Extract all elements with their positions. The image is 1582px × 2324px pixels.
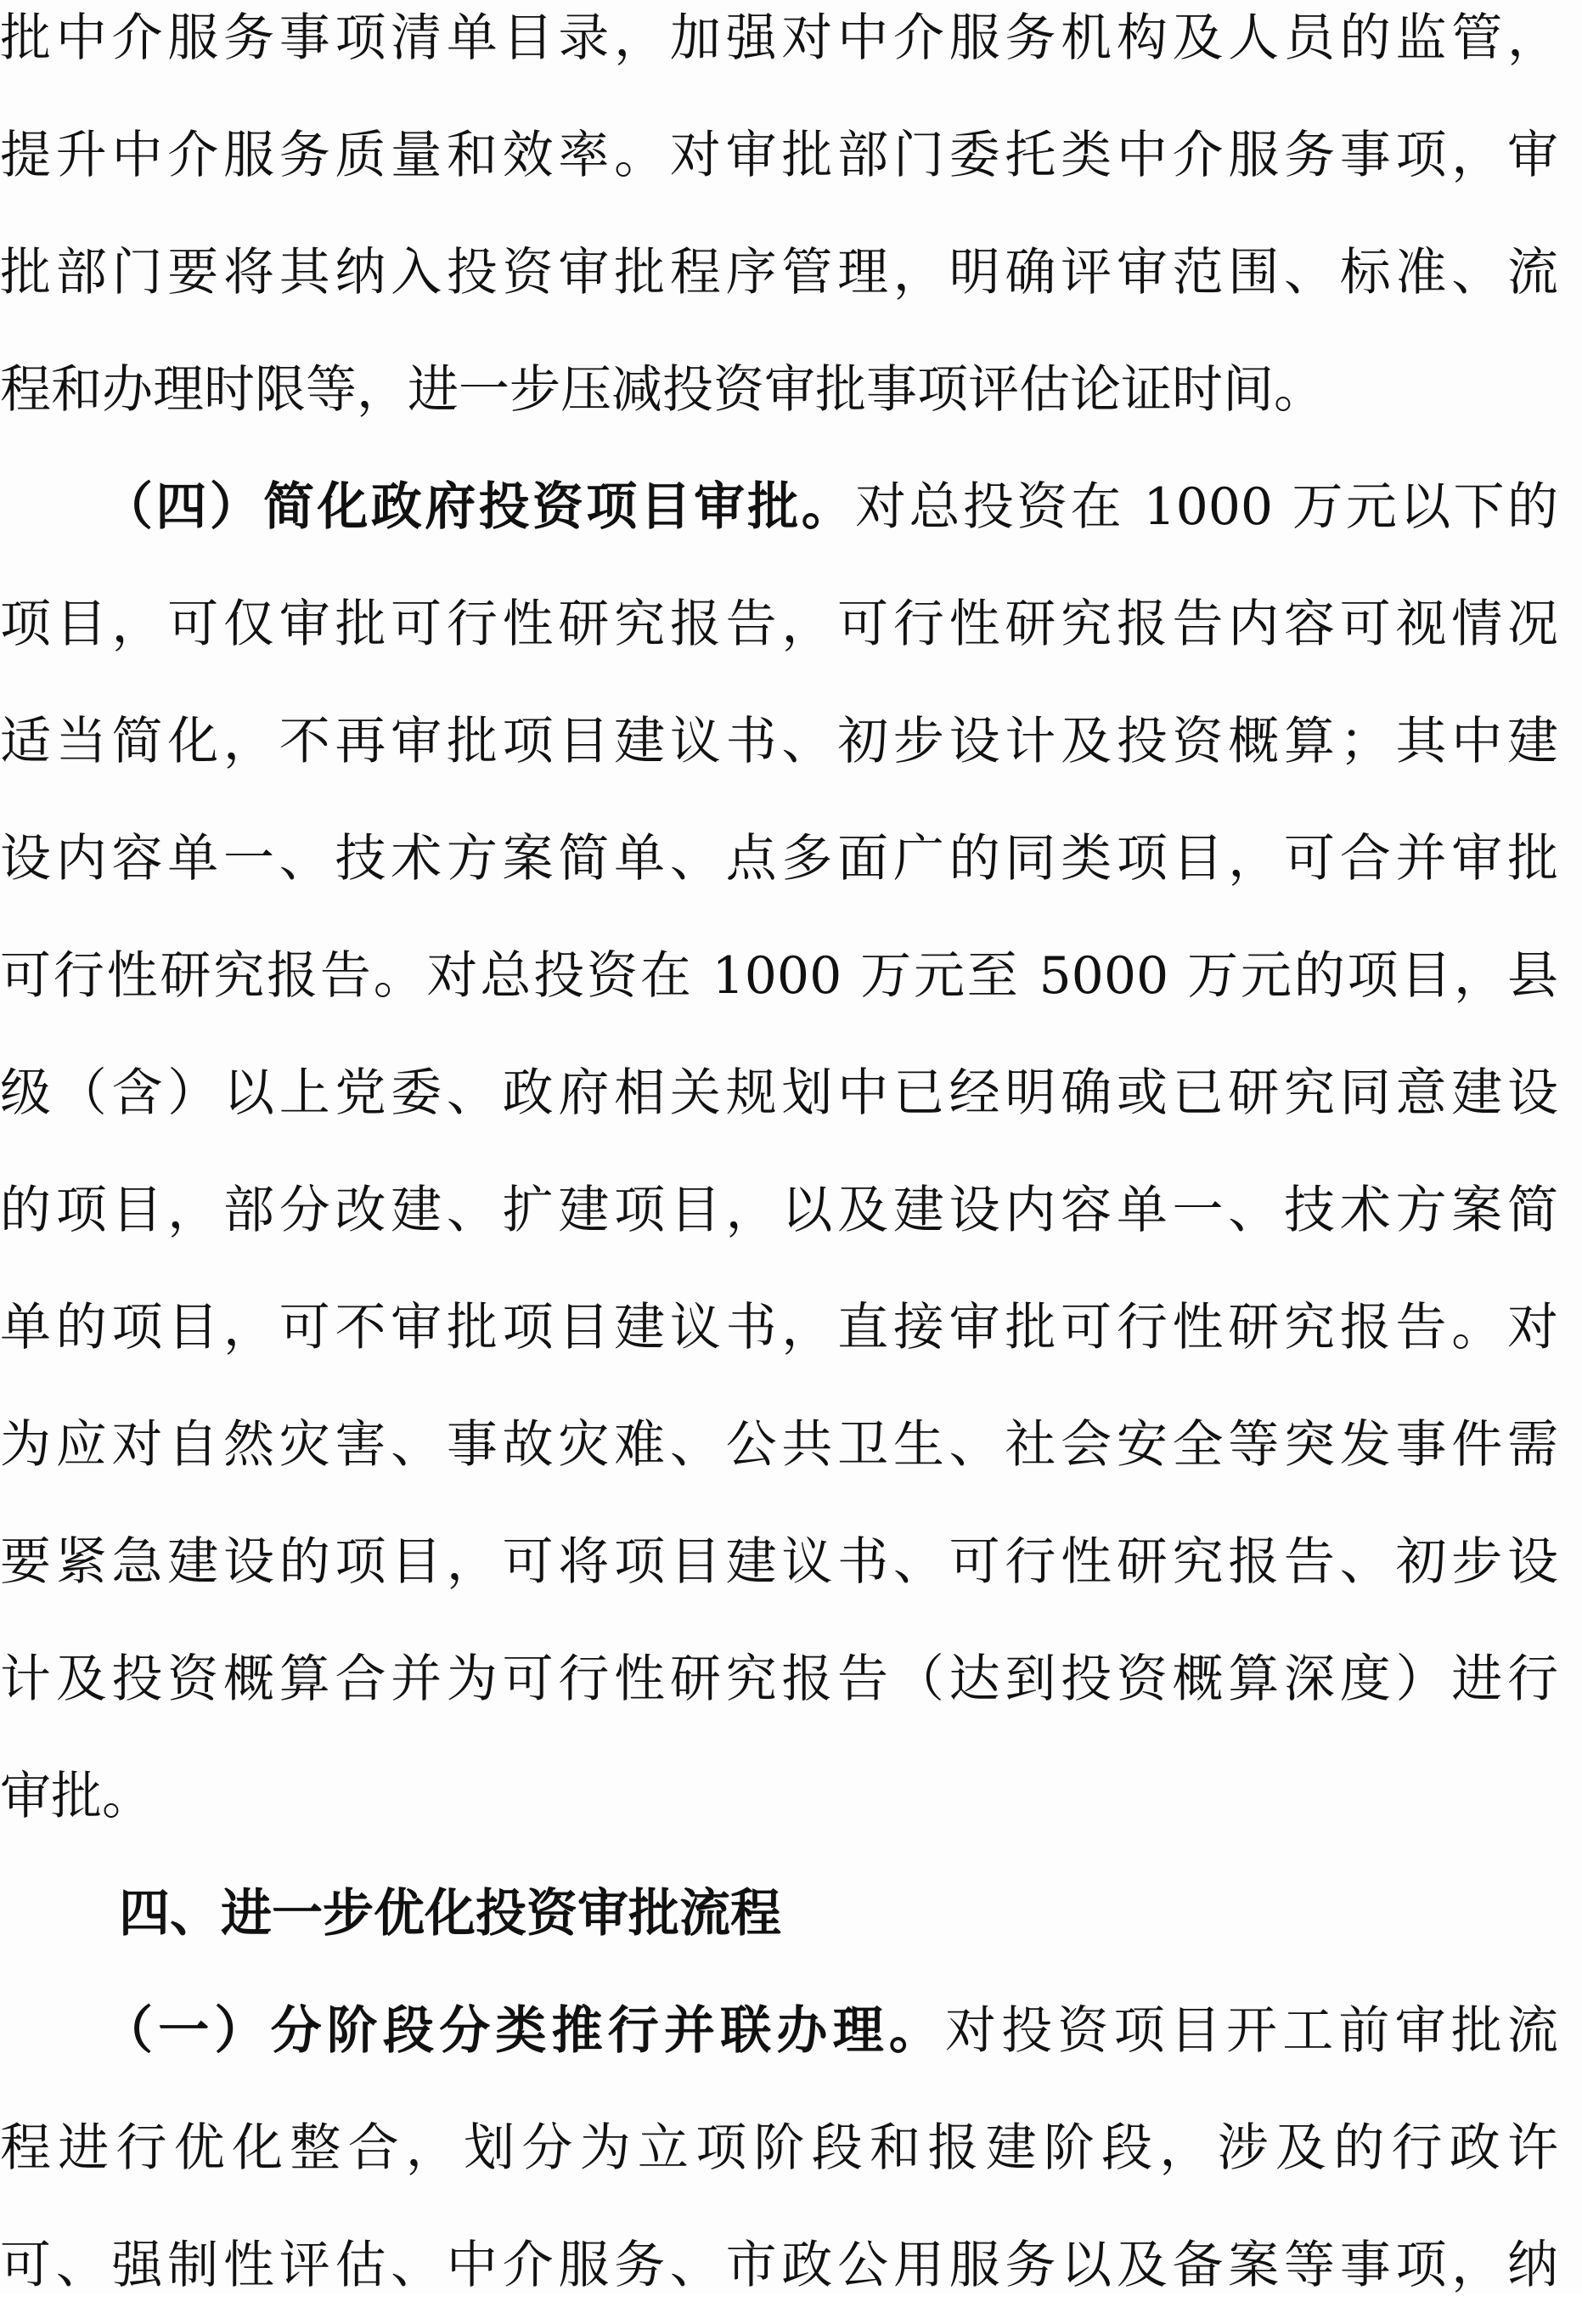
text-line: 单的项目，可不审批项目建议书，直接审批可行性研究报告。对 <box>0 1298 1558 1357</box>
text-line: 适当简化，不再审批项目建议书、初步设计及投资概算；其中建 <box>0 712 1558 771</box>
text-line: 为应对自然灾害、事故灾难、公共卫生、社会安全等突发事件需 <box>0 1415 1558 1475</box>
text-line: 批部门要将其纳入投资审批程序管理，明确评审范围、标准、流 <box>0 243 1558 302</box>
paragraph-first-line <box>102 1972 1558 2090</box>
text-line: 要紧急建设的项目，可将项目建议书、可行性研究报告、初步设 <box>0 1532 1558 1592</box>
text-line: 的项目，部分改建、扩建项目，以及建设内容单一、技术方案简 <box>0 1181 1558 1240</box>
section-subheading: （四）简化政府投资项目审批。 <box>102 477 856 537</box>
text-fragment: 对总投资在 1000 万元以下的 <box>855 477 1559 537</box>
text-line: 可行性研究报告。对总投资在 1000 万元至 5000 万元的项目，县 <box>0 946 1558 1006</box>
section-heading: 四、进一步优化投资审批流程 <box>119 1884 781 1943</box>
text-line: 项目，可仅审批可行性研究报告，可行性研究报告内容可视情况 <box>0 595 1558 654</box>
text-line: 批中介服务事项清单目录，加强对中介服务机构及人员的监管， <box>0 8 1558 68</box>
text-line: 审批。 <box>0 1767 153 1826</box>
text-line: 可、强制性评估、中介服务、市政公用服务以及备案等事项，纳 <box>0 2236 1558 2295</box>
paragraph-first-line <box>102 448 1558 566</box>
text-fragment: 对投资项目开工前审批流 <box>945 2001 1558 2061</box>
text-line: 程进行优化整合，划分为立项阶段和报建阶段，涉及的行政许 <box>0 2118 1558 2178</box>
text-line: 计及投资概算合并为可行性研究报告（达到投资概算深度）进行 <box>0 1650 1558 1709</box>
section-subheading: （一）分阶段分类推行并联办理。 <box>102 2001 945 2061</box>
text-line: 设内容单一、技术方案简单、点多面广的同类项目，可合并审批 <box>0 829 1558 888</box>
text-line: 提升中介服务质量和效率。对审批部门委托类中介服务事项，审 <box>0 126 1558 185</box>
text-line: 级（含）以上党委、政府相关规划中已经明确或已研究同意建设 <box>0 1063 1558 1123</box>
text-line: 程和办理时限等，进一步压减投资审批事项评估论证时间。 <box>0 360 1325 420</box>
